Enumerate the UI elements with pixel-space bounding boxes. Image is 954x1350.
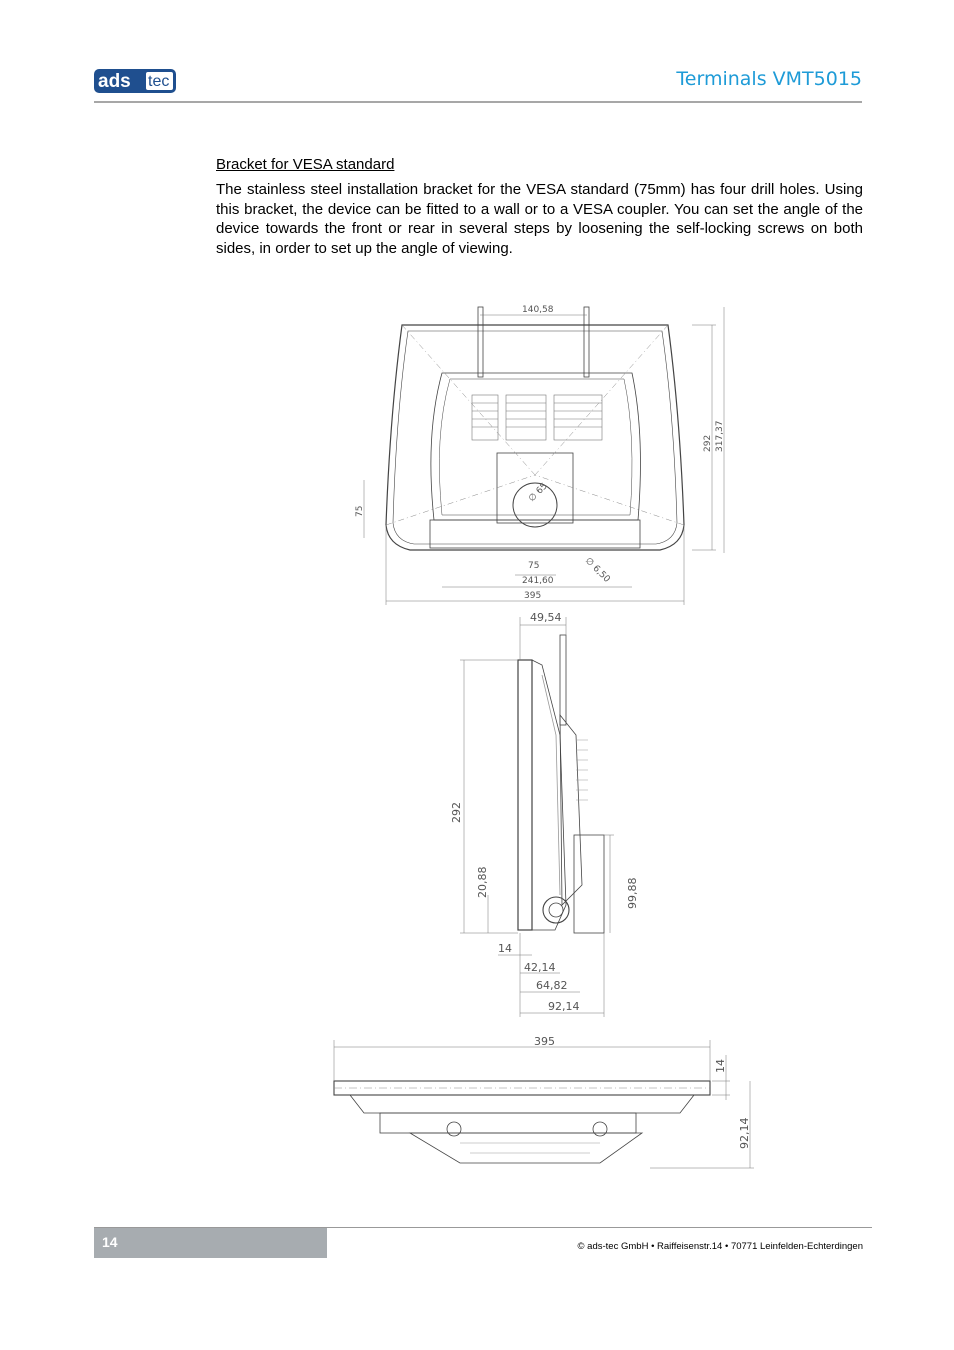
- bottom-dim-14: 14: [714, 1059, 727, 1073]
- rear-dim-hole: ∅ 65: [527, 481, 550, 505]
- bottom-view-drawing: [334, 1035, 754, 1168]
- section-heading: Bracket for VESA standard: [216, 156, 395, 173]
- footer-address: © ads-tec GmbH • Raiffeisenstr.14 • 70771 Leinfelden-Echterdingen: [577, 1241, 863, 1252]
- side-dim-low: 20,88: [476, 866, 489, 898]
- rear-view-drawing: [355, 305, 725, 605]
- rear-dim-top: 140,58: [522, 305, 554, 315]
- side-dim-bracket: 99,88: [626, 877, 639, 909]
- side-dim-14: 14: [498, 942, 512, 955]
- logo-text-main: ads: [98, 71, 131, 92]
- side-dim-92: 92,14: [548, 1000, 580, 1013]
- rear-dim-height-outer: 317,37: [715, 420, 725, 452]
- rear-dim-small-hole: ∅ 6,50: [582, 556, 612, 585]
- page-number-box: [94, 1228, 327, 1258]
- ads-tec-logo: [94, 68, 176, 94]
- side-dim-top: 49,54: [530, 611, 562, 624]
- document-title: Terminals VMT5015: [676, 68, 862, 90]
- rear-dim-left: 75: [355, 505, 365, 517]
- page-number: 14: [102, 1234, 118, 1250]
- side-dim-height: 292: [450, 802, 463, 823]
- bottom-dim-width: 395: [534, 1035, 555, 1048]
- section-body-text: The stainless steel installation bracket for the VESA standard (75mm) has four drill holes. Using this bracket, the device can be fitted to a wall or to a VESA coupler. You can set the angle of the device towards the front or rear in several steps by loosening the self-locking screws on both sides, in order to set up the angle of viewing.: [216, 181, 863, 257]
- header-divider: [94, 101, 862, 103]
- side-view-drawing: [450, 611, 639, 1017]
- logo-text-box: tec: [148, 73, 170, 90]
- side-dim-42: 42,14: [524, 961, 556, 974]
- side-dim-64: 64,82: [536, 979, 568, 992]
- rear-dim-bottom-1: 75: [528, 561, 540, 571]
- rear-dim-bottom-2: 241,60: [522, 576, 554, 586]
- rear-dim-height-inner: 292: [703, 434, 713, 452]
- rear-dim-bottom-3: 395: [524, 591, 542, 601]
- dimension-drawing: [320, 295, 780, 1195]
- bottom-dim-92: 92,14: [738, 1117, 751, 1149]
